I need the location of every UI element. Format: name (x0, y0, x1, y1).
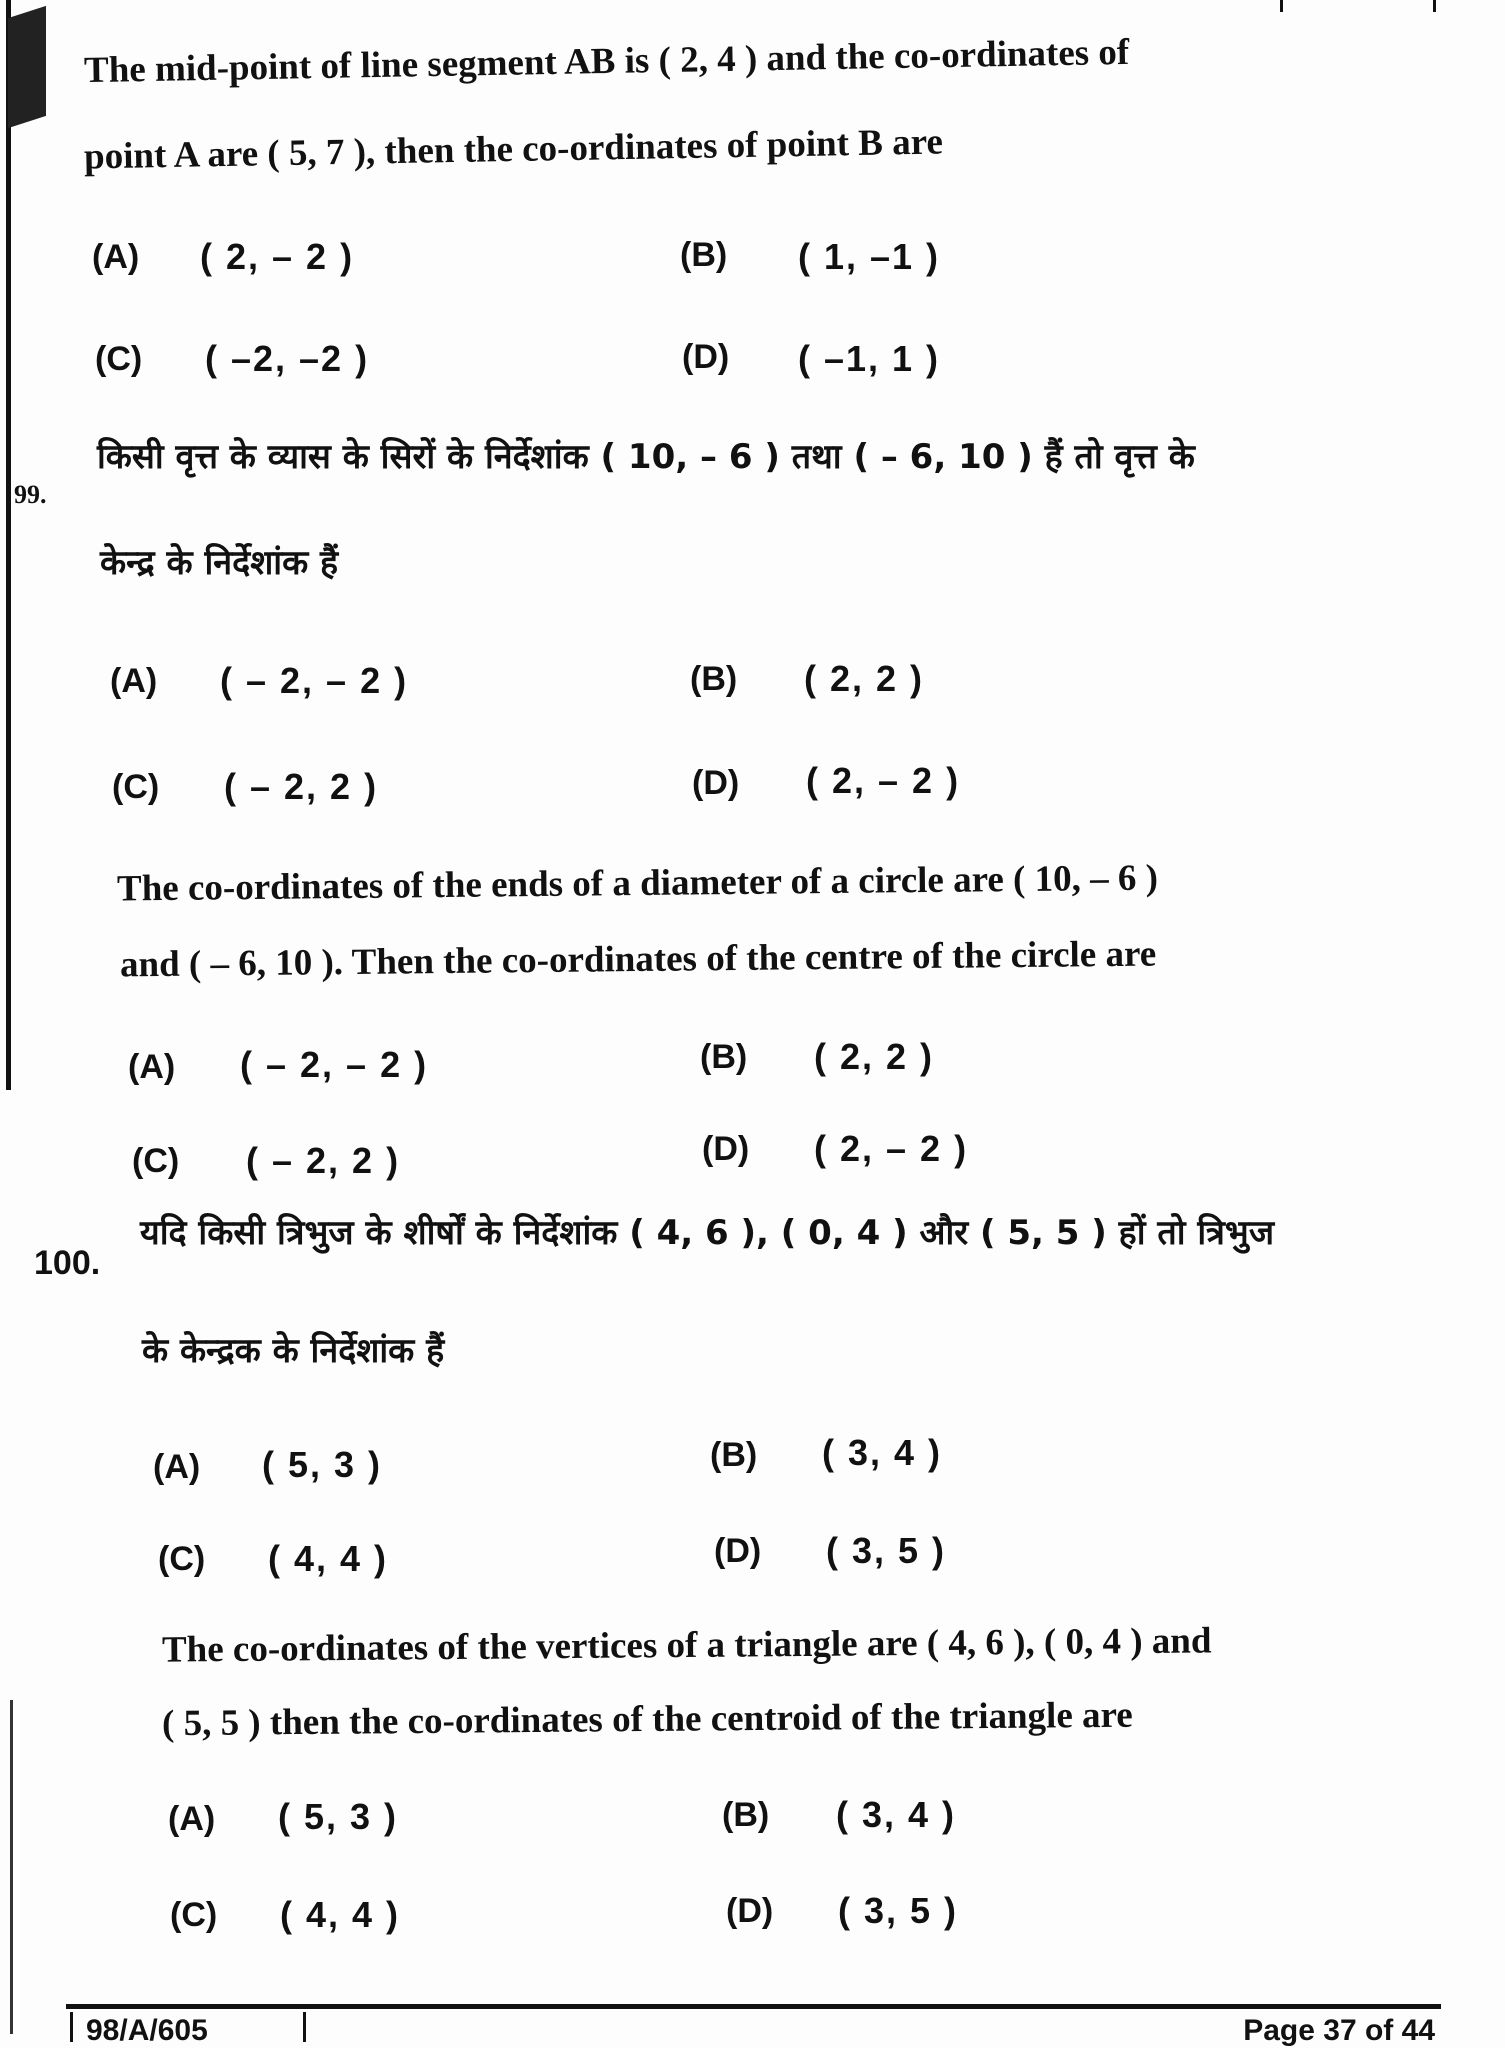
q98-option-a-value: ( 2, – 2 ) (200, 236, 355, 277)
q98-line2: point A are ( 5, 7 ), then the co-ordinates of point B are (83, 121, 944, 178)
top-bracket-mark (1280, 0, 1436, 12)
q100-hindi-line1: यदि किसी त्रिभुज के शीर्षों के निर्देशांक ( 4, 6 ), ( 0, 4 ) और ( 5, 5 ) हों तो त्रिभुज (140, 1213, 1275, 1253)
q99-english-option-b-label: (B) (700, 1038, 748, 1076)
q99-hindi-option-b-value: ( 2, 2 ) (804, 658, 925, 699)
q100-english-option-d-value: ( 3, 5 ) (838, 1890, 959, 1931)
q98-option-c-value: ( –2, –2 ) (205, 338, 370, 379)
q100-english-option-d-label: (D) (726, 1892, 774, 1930)
q99-english-line2: and ( – 6, 10 ). Then the co-ordinates of the centre of the circle are (119, 933, 1157, 986)
q99-hindi-option-b-label: (B) (690, 660, 738, 698)
q98-option-b-value: ( 1, –1 ) (798, 236, 941, 277)
q99-hindi-option-a-value: ( – 2, – 2 ) (220, 660, 409, 701)
q99-hindi-line1: किसी वृत्त के व्यास के सिरों के निर्देशांक ( 10, – 6 ) तथा ( – 6, 10 ) हैं तो वृत्त के (97, 437, 1195, 477)
q100-hindi-option-a-label: (A) (153, 1448, 201, 1486)
q100-english-option-a-value: ( 5, 3 ) (278, 1796, 399, 1837)
q100-english-option-a-label: (A) (168, 1800, 216, 1838)
q100-hindi-option-a-value: ( 5, 3 ) (262, 1444, 383, 1485)
q99-number: 99. (14, 480, 47, 509)
q98-option-a-label: (A) (92, 238, 140, 276)
q100-hindi-option-d-label: (D) (714, 1532, 762, 1570)
q100-english-line1: The co-ordinates of the vertices of a triangle are ( 4, 6 ), ( 0, 4 ) and (161, 1620, 1212, 1671)
q100-english-option-b-value: ( 3, 4 ) (836, 1794, 957, 1835)
q100-hindi-option-c-value: ( 4, 4 ) (268, 1538, 389, 1579)
q98-line1: The mid-point of line segment AB is ( 2, 4 ) and the co-ordinates of (83, 31, 1130, 92)
q100-english-option-c-value: ( 4, 4 ) (280, 1894, 401, 1935)
footer-page-number: Page 37 of 44 (1243, 2014, 1435, 2047)
q99-english-option-a-value: ( – 2, – 2 ) (240, 1044, 429, 1085)
q99-hindi-option-c-value: ( – 2, 2 ) (224, 766, 379, 807)
page-border (10, 1700, 13, 2034)
footer-code: 98/A/605 (86, 2014, 208, 2047)
q100-hindi-line2: के केन्द्रक के निर्देशांक हैं (142, 1331, 445, 1371)
q100-english-option-c-label: (C) (170, 1896, 218, 1934)
q99-english-line1: The co-ordinates of the ends of a diameter of a circle are ( 10, – 6 ) (116, 857, 1159, 910)
q100-hindi-option-b-label: (B) (710, 1436, 758, 1474)
q99-english-option-c-value: ( – 2, 2 ) (246, 1140, 401, 1181)
q98-option-b-label: (B) (680, 236, 728, 274)
q99-hindi-option-c-label: (C) (112, 768, 160, 806)
q100-hindi-option-b-value: ( 3, 4 ) (822, 1432, 943, 1473)
q99-english-option-b-value: ( 2, 2 ) (814, 1036, 935, 1077)
q100-hindi-option-c-label: (C) (158, 1540, 206, 1578)
footer-rule (66, 2004, 1441, 2009)
q100-number: 100. (34, 1244, 101, 1282)
q99-hindi-option-a-label: (A) (110, 662, 158, 700)
q99-hindi-option-d-value: ( 2, – 2 ) (806, 760, 961, 801)
q98-option-d-label: (D) (682, 338, 730, 376)
q99-hindi-line2: केन्द्र के निर्देशांक हैं (100, 543, 339, 583)
q99-english-option-d-value: ( 2, – 2 ) (814, 1128, 969, 1169)
page-border (6, 0, 11, 1090)
q99-hindi-option-d-label: (D) (692, 764, 740, 802)
q98-option-c-label: (C) (95, 340, 143, 378)
q99-english-option-a-label: (A) (128, 1048, 176, 1086)
q99-english-option-c-label: (C) (132, 1142, 180, 1180)
q100-english-option-b-label: (B) (722, 1796, 770, 1834)
q100-english-line2: ( 5, 5 ) then the co-ordinates of the centroid of the triangle are (161, 1694, 1133, 1745)
question-marker (8, 6, 46, 128)
q98-option-d-value: ( –1, 1 ) (798, 338, 941, 379)
q100-hindi-option-d-value: ( 3, 5 ) (826, 1530, 947, 1571)
q99-english-option-d-label: (D) (702, 1130, 750, 1168)
